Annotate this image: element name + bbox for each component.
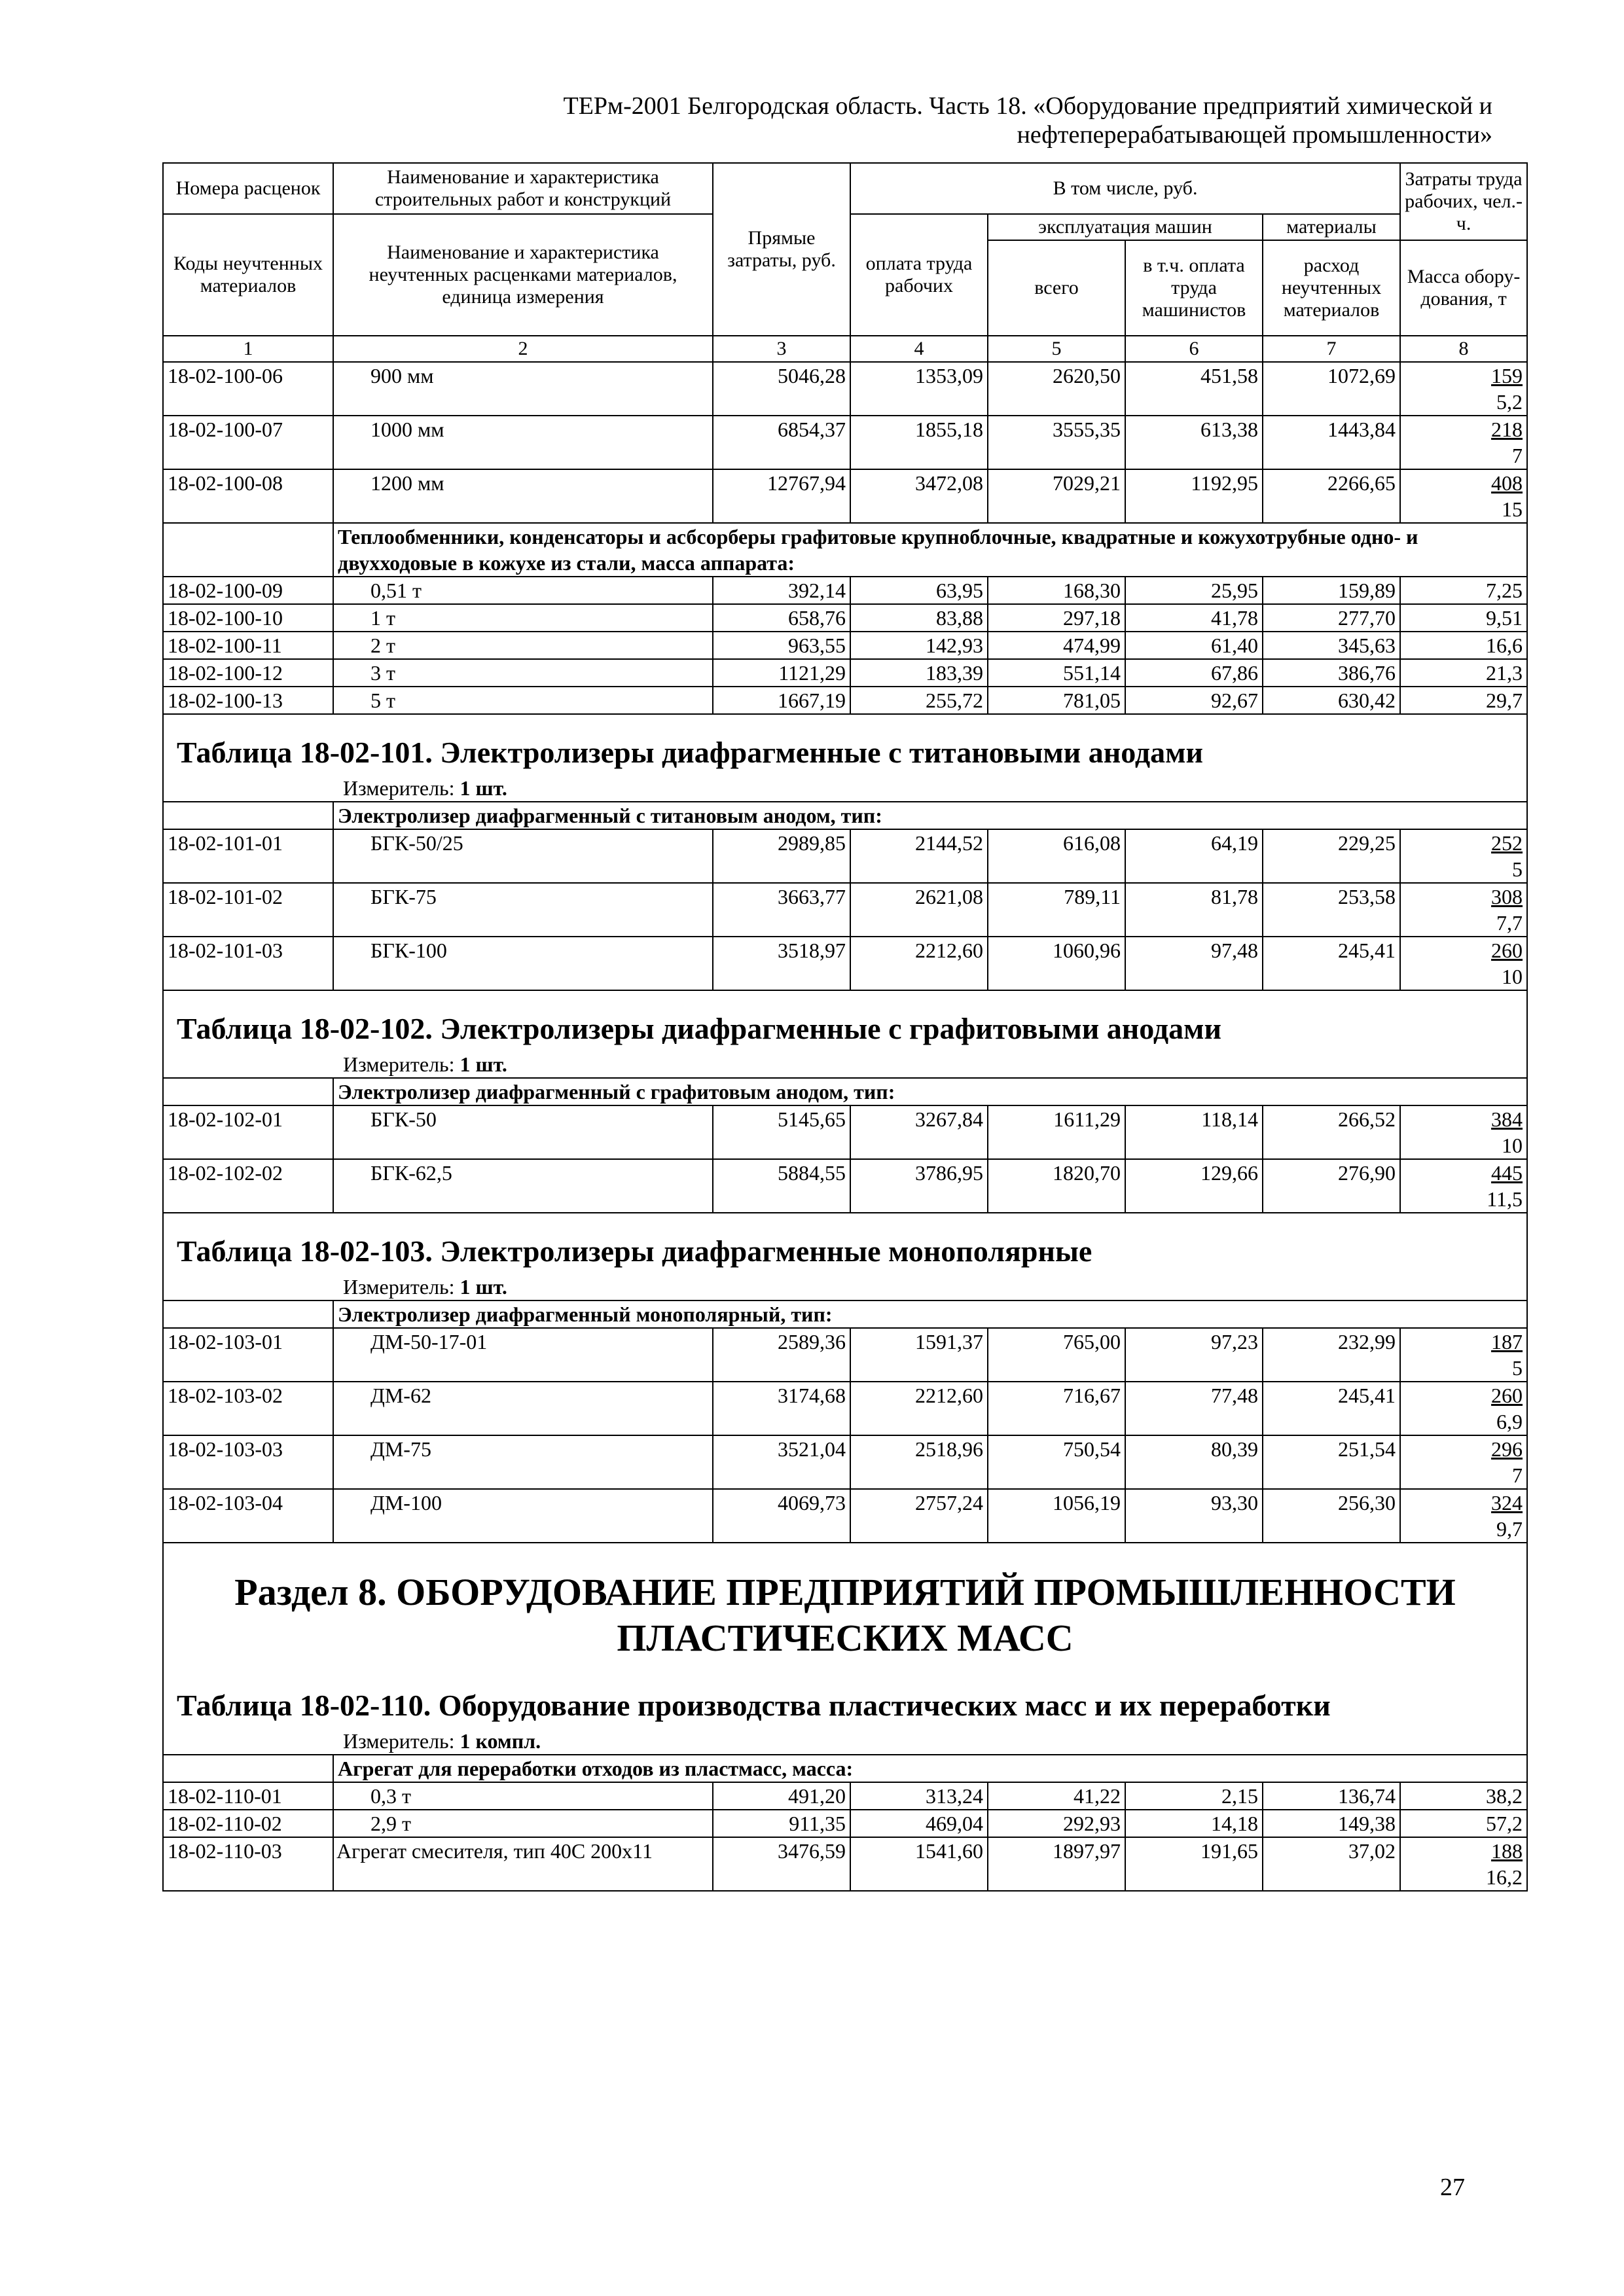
direct-costs: 5046,28 <box>713 362 850 416</box>
table-title: Таблица 18-02-110. Оборудование производства пластических масс и их переработки <box>177 1689 1331 1722</box>
equipment-mass: 6,9 <box>1496 1410 1523 1433</box>
table-row <box>163 1837 1527 1891</box>
header-row-1 <box>163 163 1527 214</box>
measure-unit <box>164 1051 1526 1077</box>
item-name: 1 т <box>333 604 713 632</box>
incl-header: В том числе, руб. <box>850 163 1400 214</box>
labor-pay: 3267,84 <box>850 1105 988 1159</box>
machinist-pay: 613,38 <box>1125 416 1263 469</box>
item-name: Агрегат смесителя, тип 40С 200х11 <box>333 1837 713 1891</box>
column-numbers-row <box>163 336 1527 362</box>
labor-and-mass <box>1400 1159 1527 1213</box>
measure-unit <box>164 1728 1526 1754</box>
materials-cost: 245,41 <box>1263 1382 1400 1435</box>
rate-code: 18-02-100-06 <box>163 362 333 416</box>
item-name: БГК-75 <box>333 883 713 937</box>
machinist-pay: 25,95 <box>1125 577 1263 604</box>
equipment-mass: 7,7 <box>1496 911 1523 935</box>
direct-costs: 658,76 <box>713 604 850 632</box>
machinist-pay: 93,30 <box>1125 1489 1263 1543</box>
direct-costs: 1667,19 <box>713 687 850 714</box>
equipment-mass: 7 <box>1512 444 1523 467</box>
machine-total: 2620,50 <box>988 362 1125 416</box>
table-row <box>163 362 1527 416</box>
labor-hours: 408 <box>1491 471 1523 495</box>
materials-cost: 253,58 <box>1263 883 1400 937</box>
labor-pay: 1353,09 <box>850 362 988 416</box>
materials-cost: 2266,65 <box>1263 469 1400 523</box>
labor-pay: 2518,96 <box>850 1435 988 1489</box>
direct-costs: 3476,59 <box>713 1837 850 1891</box>
group-heading: Электролизер диафрагменный с титановым анодом, тип: <box>333 802 1527 829</box>
direct-costs: 3518,97 <box>713 937 850 990</box>
table-row <box>163 1159 1527 1213</box>
table-row <box>163 416 1527 469</box>
labor-pay: 255,72 <box>850 687 988 714</box>
table-row <box>163 1382 1527 1435</box>
labor-hours: 324 <box>1491 1491 1523 1515</box>
labor-hours: 445 <box>1491 1161 1523 1185</box>
table-title-cell <box>163 1668 1527 1755</box>
equipment-mass: 7 <box>1512 1463 1523 1487</box>
labor-hours: 260 <box>1491 1384 1523 1407</box>
col7-header: расход неучтенных материалов <box>1263 240 1400 336</box>
item-name: 0,51 т <box>333 577 713 604</box>
machine-total: 716,67 <box>988 1382 1125 1435</box>
rate-code: 18-02-100-12 <box>163 659 333 687</box>
labor-pay: 3786,95 <box>850 1159 988 1213</box>
rates-table <box>162 162 1528 1892</box>
labor-and-mass <box>1400 1328 1527 1382</box>
rate-code: 18-02-102-02 <box>163 1159 333 1213</box>
measure-value: 1 шт. <box>460 1275 507 1299</box>
section-heading-line2: ПЛАСТИЧЕСКИХ МАСС <box>617 1617 1074 1659</box>
measure-value: 1 компл. <box>460 1729 541 1753</box>
direct-costs: 5145,65 <box>713 1105 850 1159</box>
machinist-pay: 80,39 <box>1125 1435 1263 1489</box>
direct-costs: 911,35 <box>713 1810 850 1837</box>
group-row <box>163 1300 1527 1328</box>
rate-code: 18-02-101-02 <box>163 883 333 937</box>
measure-label: Измеритель: <box>343 1729 455 1753</box>
machine-total: 1897,97 <box>988 1837 1125 1891</box>
table-row <box>163 829 1527 883</box>
machine-total: 765,00 <box>988 1328 1125 1382</box>
item-name: 3 т <box>333 659 713 687</box>
item-name: 1000 мм <box>333 416 713 469</box>
materials-cost: 266,52 <box>1263 1105 1400 1159</box>
labor-pay: 1541,60 <box>850 1837 988 1891</box>
page-number: 27 <box>1440 2174 1465 2201</box>
labor-and-mass <box>1400 1489 1527 1543</box>
labor-hours: 218 <box>1491 418 1523 441</box>
rate-code: 18-02-103-04 <box>163 1489 333 1543</box>
materials-cost: 37,02 <box>1263 1837 1400 1891</box>
labor-hours: 16,6 <box>1400 632 1527 659</box>
labor-hours: 188 <box>1491 1839 1523 1863</box>
measure-label: Измеритель: <box>343 1275 455 1299</box>
equipment-mass: 9,7 <box>1496 1517 1523 1541</box>
section-cell <box>163 1543 1527 1668</box>
machinist-pay: 81,78 <box>1125 883 1263 937</box>
group-heading: Электролизер диафрагменный с графитовым анодом, тип: <box>333 1078 1527 1105</box>
materials-cost: 256,30 <box>1263 1489 1400 1543</box>
table-title-row <box>163 1668 1527 1755</box>
item-name: 900 мм <box>333 362 713 416</box>
table-title-cell <box>163 714 1527 802</box>
item-name: ДМ-62 <box>333 1382 713 1435</box>
table-title-row <box>163 1213 1527 1300</box>
equipment-mass: 16,2 <box>1486 1865 1523 1889</box>
materials-header: материалы <box>1263 214 1400 240</box>
table-row <box>163 937 1527 990</box>
labor-pay: 2621,08 <box>850 883 988 937</box>
table-row <box>163 1782 1527 1810</box>
machine-total: 789,11 <box>988 883 1125 937</box>
labor-and-mass <box>1400 883 1527 937</box>
group-row <box>163 802 1527 829</box>
table-row <box>163 577 1527 604</box>
machine-total: 41,22 <box>988 1782 1125 1810</box>
table-title-cell <box>163 1213 1527 1300</box>
machinist-pay: 129,66 <box>1125 1159 1263 1213</box>
labor-and-mass <box>1400 829 1527 883</box>
machine-total: 616,08 <box>988 829 1125 883</box>
rate-code: 18-02-110-03 <box>163 1837 333 1891</box>
labor-pay: 1591,37 <box>850 1328 988 1382</box>
labor-pay: 2144,52 <box>850 829 988 883</box>
equipment-mass: 11,5 <box>1487 1187 1523 1211</box>
materials-cost: 136,74 <box>1263 1782 1400 1810</box>
machinist-pay: 97,23 <box>1125 1328 1263 1382</box>
machinist-pay: 451,58 <box>1125 362 1263 416</box>
machinist-pay: 2,15 <box>1125 1782 1263 1810</box>
labor-and-mass <box>1400 937 1527 990</box>
running-header <box>458 92 1492 149</box>
direct-costs: 963,55 <box>713 632 850 659</box>
labor-hours: 29,7 <box>1400 687 1527 714</box>
rate-code: 18-02-102-01 <box>163 1105 333 1159</box>
table-title: Таблица 18-02-102. Электролизеры диафрагменные с графитовыми анодами <box>177 1012 1222 1045</box>
equipment-mass: 5 <box>1512 1356 1523 1380</box>
labor-pay: 83,88 <box>850 604 988 632</box>
measure-value: 1 шт. <box>460 776 507 800</box>
item-name: БГК-100 <box>333 937 713 990</box>
rate-code: 18-02-110-02 <box>163 1810 333 1837</box>
labor-and-mass <box>1400 1105 1527 1159</box>
direct-costs: 5884,55 <box>713 1159 850 1213</box>
equipment-mass: 10 <box>1502 965 1523 988</box>
group-code-cell <box>163 1755 333 1782</box>
running-header-line1: ТЕРм-2001 Белгородская область. Часть 18. «Оборудование предприятий химической и <box>563 92 1492 120</box>
rate-code: 18-02-103-02 <box>163 1382 333 1435</box>
machinist-pay: 41,78 <box>1125 604 1263 632</box>
measure-unit <box>164 1274 1526 1300</box>
materials-cost: 232,99 <box>1263 1328 1400 1382</box>
labor-hours: 187 <box>1491 1330 1523 1354</box>
labor-hours: 296 <box>1491 1437 1523 1461</box>
section-heading-line1: Раздел 8. ОБОРУДОВАНИЕ ПРЕДПРИЯТИЙ ПРОМЫШЛЕННОСТИ <box>234 1571 1456 1613</box>
col2-top-header: Наименование и характеристика строительных работ и конструкций <box>333 163 713 214</box>
item-name: БГК-50/25 <box>333 829 713 883</box>
table-row <box>163 687 1527 714</box>
machine-total: 1056,19 <box>988 1489 1125 1543</box>
direct-costs: 1121,29 <box>713 659 850 687</box>
direct-costs: 4069,73 <box>713 1489 850 1543</box>
col1-bottom-header: Коды неучтенных материалов <box>163 214 333 336</box>
item-name: ДМ-100 <box>333 1489 713 1543</box>
labor-pay: 142,93 <box>850 632 988 659</box>
machines-header: эксплуатация машин <box>988 214 1263 240</box>
table-title-row <box>163 990 1527 1078</box>
group-row <box>163 1078 1527 1105</box>
col6-header: в т.ч. оплата труда машинистов <box>1125 240 1263 336</box>
item-name: 2,9 т <box>333 1810 713 1837</box>
labor-and-mass <box>1400 1837 1527 1891</box>
item-name: 0,3 т <box>333 1782 713 1810</box>
labor-and-mass <box>1400 1382 1527 1435</box>
section-row <box>163 1543 1527 1668</box>
materials-cost: 345,63 <box>1263 632 1400 659</box>
labor-pay: 2757,24 <box>850 1489 988 1543</box>
measure-label: Измеритель: <box>343 1052 455 1076</box>
machinist-pay: 191,65 <box>1125 1837 1263 1891</box>
price-table <box>162 162 1526 1892</box>
col5-header: всего <box>988 240 1125 336</box>
table-title: Таблица 18-02-103. Электролизеры диафрагменные монополярные <box>177 1234 1092 1268</box>
machinist-pay: 118,14 <box>1125 1105 1263 1159</box>
group-row <box>163 1755 1527 1782</box>
machinist-pay: 64,19 <box>1125 829 1263 883</box>
item-name: 1200 мм <box>333 469 713 523</box>
table-row <box>163 659 1527 687</box>
machinist-pay: 97,48 <box>1125 937 1263 990</box>
materials-cost: 229,25 <box>1263 829 1400 883</box>
machine-total: 1820,70 <box>988 1159 1125 1213</box>
column-number: 2 <box>333 336 713 362</box>
labor-hours: 38,2 <box>1400 1782 1527 1810</box>
col3-header: Прямые затраты, руб. <box>713 163 850 336</box>
table-row <box>163 604 1527 632</box>
machine-total: 1611,29 <box>988 1105 1125 1159</box>
column-number: 4 <box>850 336 988 362</box>
item-name: БГК-50 <box>333 1105 713 1159</box>
table-row <box>163 469 1527 523</box>
section-heading <box>164 1543 1526 1668</box>
direct-costs: 2989,85 <box>713 829 850 883</box>
rate-code: 18-02-100-09 <box>163 577 333 604</box>
direct-costs: 392,14 <box>713 577 850 604</box>
labor-hours: 159 <box>1491 364 1523 387</box>
machinist-pay: 77,48 <box>1125 1382 1263 1435</box>
machine-total: 168,30 <box>988 577 1125 604</box>
rate-code: 18-02-110-01 <box>163 1782 333 1810</box>
labor-pay: 63,95 <box>850 577 988 604</box>
machine-total: 292,93 <box>988 1810 1125 1837</box>
direct-costs: 2589,36 <box>713 1328 850 1382</box>
col1-top-header: Номера расценок <box>163 163 333 214</box>
column-number: 6 <box>1125 336 1263 362</box>
materials-cost: 1072,69 <box>1263 362 1400 416</box>
col8-bottom-header: Масса обору-дования, т <box>1400 240 1527 336</box>
labor-hours: 384 <box>1491 1107 1523 1131</box>
col4-header: оплата труда рабочих <box>850 214 988 336</box>
machine-total: 7029,21 <box>988 469 1125 523</box>
materials-cost: 630,42 <box>1263 687 1400 714</box>
table-title-row <box>163 714 1527 802</box>
column-number: 1 <box>163 336 333 362</box>
running-header-line2: нефтеперерабатывающей промышленности» <box>1017 121 1492 149</box>
machine-total: 551,14 <box>988 659 1125 687</box>
machine-total: 750,54 <box>988 1435 1125 1489</box>
measure-label: Измеритель: <box>343 776 455 800</box>
table-row <box>163 632 1527 659</box>
labor-hours: 21,3 <box>1400 659 1527 687</box>
col2-bottom-header: Наименование и характеристика неучтенных расценками материалов, единица измерения <box>333 214 713 336</box>
labor-pay: 183,39 <box>850 659 988 687</box>
materials-cost: 159,89 <box>1263 577 1400 604</box>
labor-pay: 3472,08 <box>850 469 988 523</box>
labor-pay: 1855,18 <box>850 416 988 469</box>
materials-cost: 386,76 <box>1263 659 1400 687</box>
table-title-cell <box>163 990 1527 1078</box>
group-code-cell <box>163 523 333 577</box>
labor-hours: 57,2 <box>1400 1810 1527 1837</box>
item-name: БГК-62,5 <box>333 1159 713 1213</box>
table-row <box>163 1435 1527 1489</box>
table-row <box>163 1810 1527 1837</box>
labor-pay: 2212,60 <box>850 1382 988 1435</box>
item-name: 2 т <box>333 632 713 659</box>
table-title: Таблица 18-02-101. Электролизеры диафрагменные с титановыми анодами <box>177 736 1203 769</box>
machinist-pay: 67,86 <box>1125 659 1263 687</box>
measure-unit <box>164 775 1526 801</box>
column-number: 7 <box>1263 336 1400 362</box>
machinist-pay: 14,18 <box>1125 1810 1263 1837</box>
equipment-mass: 10 <box>1502 1134 1523 1157</box>
rate-code: 18-02-100-08 <box>163 469 333 523</box>
labor-and-mass <box>1400 362 1527 416</box>
materials-cost: 149,38 <box>1263 1810 1400 1837</box>
labor-hours: 308 <box>1491 885 1523 908</box>
column-number: 5 <box>988 336 1125 362</box>
labor-pay: 313,24 <box>850 1782 988 1810</box>
materials-cost: 251,54 <box>1263 1435 1400 1489</box>
item-name: ДМ-50-17-01 <box>333 1328 713 1382</box>
direct-costs: 12767,94 <box>713 469 850 523</box>
col8-top-header: Затраты труда рабочих, чел.-ч. <box>1400 163 1527 240</box>
labor-and-mass <box>1400 469 1527 523</box>
rate-code: 18-02-101-01 <box>163 829 333 883</box>
table-row <box>163 1328 1527 1382</box>
labor-hours: 252 <box>1491 831 1523 855</box>
machine-total: 1060,96 <box>988 937 1125 990</box>
materials-cost: 1443,84 <box>1263 416 1400 469</box>
rate-code: 18-02-100-11 <box>163 632 333 659</box>
table-body <box>163 163 1527 1891</box>
machine-total: 781,05 <box>988 687 1125 714</box>
rate-code: 18-02-100-07 <box>163 416 333 469</box>
materials-cost: 276,90 <box>1263 1159 1400 1213</box>
machine-total: 3555,35 <box>988 416 1125 469</box>
group-heading: Теплообменники, конденсаторы и асбсорберы графитовые крупноблочные, квадратные и кожухотрубные одно- и двухходовые в кожухе из стали, масса аппарата: <box>333 523 1527 577</box>
group-heading: Агрегат для переработки отходов из пластмасс, масса: <box>333 1755 1527 1782</box>
rate-code: 18-02-100-13 <box>163 687 333 714</box>
direct-costs: 3663,77 <box>713 883 850 937</box>
direct-costs: 491,20 <box>713 1782 850 1810</box>
machinist-pay: 61,40 <box>1125 632 1263 659</box>
labor-hours: 260 <box>1491 939 1523 962</box>
materials-cost: 277,70 <box>1263 604 1400 632</box>
measure-value: 1 шт. <box>460 1052 507 1076</box>
equipment-mass: 5 <box>1512 857 1523 881</box>
item-name: ДМ-75 <box>333 1435 713 1489</box>
direct-costs: 6854,37 <box>713 416 850 469</box>
rate-code: 18-02-100-10 <box>163 604 333 632</box>
labor-pay: 2212,60 <box>850 937 988 990</box>
group-code-cell <box>163 1300 333 1328</box>
group-row <box>163 523 1527 577</box>
column-number: 8 <box>1400 336 1527 362</box>
labor-and-mass <box>1400 1435 1527 1489</box>
machine-total: 474,99 <box>988 632 1125 659</box>
labor-hours: 7,25 <box>1400 577 1527 604</box>
equipment-mass: 15 <box>1502 497 1523 521</box>
direct-costs: 3174,68 <box>713 1382 850 1435</box>
labor-pay: 469,04 <box>850 1810 988 1837</box>
rate-code: 18-02-103-01 <box>163 1328 333 1382</box>
equipment-mass: 5,2 <box>1496 390 1523 414</box>
table-row <box>163 883 1527 937</box>
machinist-pay: 92,67 <box>1125 687 1263 714</box>
item-name: 5 т <box>333 687 713 714</box>
machine-total: 297,18 <box>988 604 1125 632</box>
table-row <box>163 1105 1527 1159</box>
group-code-cell <box>163 802 333 829</box>
direct-costs: 3521,04 <box>713 1435 850 1489</box>
group-code-cell <box>163 1078 333 1105</box>
labor-and-mass <box>1400 416 1527 469</box>
table-row <box>163 1489 1527 1543</box>
materials-cost: 245,41 <box>1263 937 1400 990</box>
machinist-pay: 1192,95 <box>1125 469 1263 523</box>
labor-hours: 9,51 <box>1400 604 1527 632</box>
rate-code: 18-02-101-03 <box>163 937 333 990</box>
rate-code: 18-02-103-03 <box>163 1435 333 1489</box>
group-heading: Электролизер диафрагменный монополярный, тип: <box>333 1300 1527 1328</box>
column-number: 3 <box>713 336 850 362</box>
